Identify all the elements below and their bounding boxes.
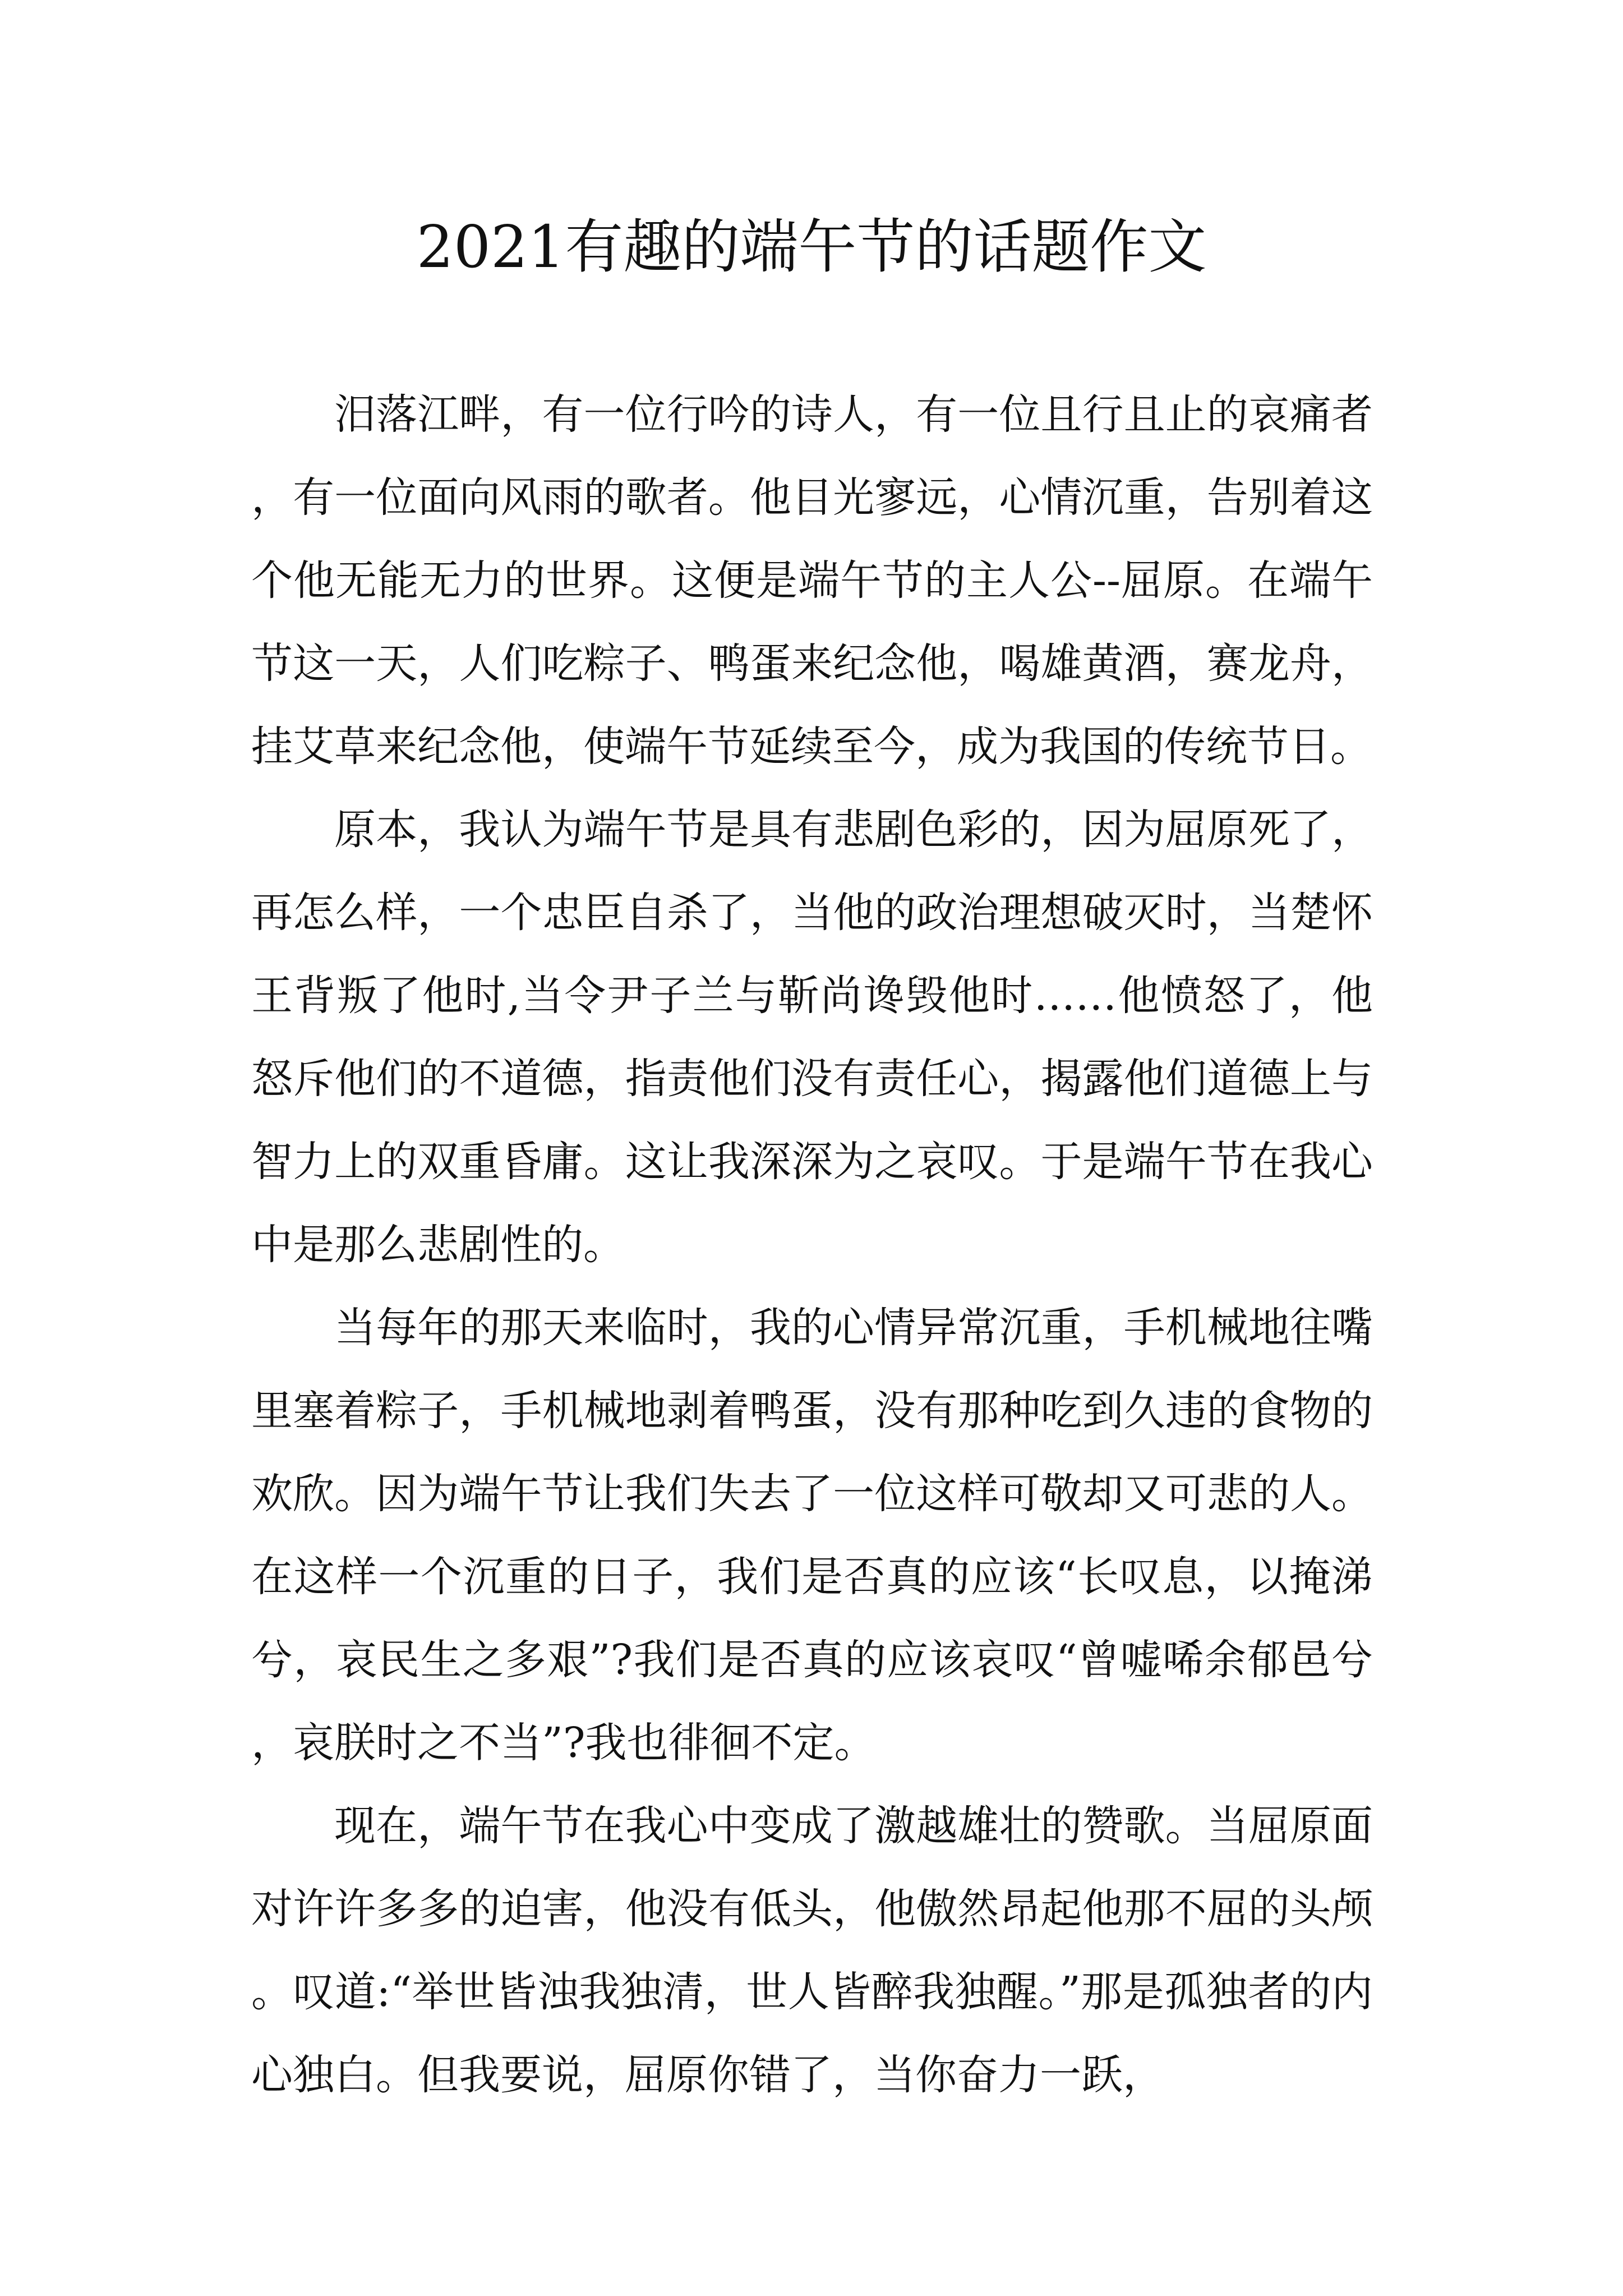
paragraph-3: 当每年的那天来临时，我的心情异常沉重，手机械地往嘴里塞着粽子，手机械地剥着鸭蛋，没有那种吃到久违的食物的欢欣。因为端午节让我们失去了一位这样可敬却又可悲的人。在这样一个沉重的日子，我们是否真的应该“长叹息，以掩涕兮，哀民生之多艰”?我们是否真的应该哀叹“曾嘘唏余郁邑兮，哀朕时之不当”?我也徘徊不定。 [251,1304,1373,1767]
paragraph-1: 汨落江畔，有一位行吟的诗人，有一位且行且止的哀痛者，有一位面向风雨的歌者。他目光寥远，心情沉重，告别着这个他无能无力的世界。这便是端午节的主人公--屈原。在端午节这一天，人们吃粽子、鸭蛋来纪念他，喝雄黄酒，赛龙舟，挂艾草来纪念他，使端午节延续至今，成为我国的传统节日。 [251,390,1373,771]
document-body [251,373,1373,2116]
paragraph-4: 现在，端午节在我心中变成了激越雄壮的赞歌。当屈原面对许许多多的迫害，他没有低头，他傲然昂起他那不屈的头颅。叹道:“举世皆浊我独清，世人皆醉我独醒。”那是孤独者的内心独白。但我要说，屈原你错了，当你奋力一跃， [251,1802,1373,2099]
paragraph-2: 原本，我认为端午节是具有悲剧色彩的，因为屈原死了，再怎么样，一个忠臣自杀了，当他的政治理想破灭时，当楚怀王背叛了他时,当令尹子兰与靳尚谗毁他时……他愤怒了，他怒斥他们的不道德，指责他们没有责任心，揭露他们道德上与智力上的双重昏庸。这让我深深为之哀叹。于是端午节在我心中是那么悲剧性的。 [251,806,1373,1269]
document-title: 2021有趣的端午节的话题作文 [416,213,1207,281]
